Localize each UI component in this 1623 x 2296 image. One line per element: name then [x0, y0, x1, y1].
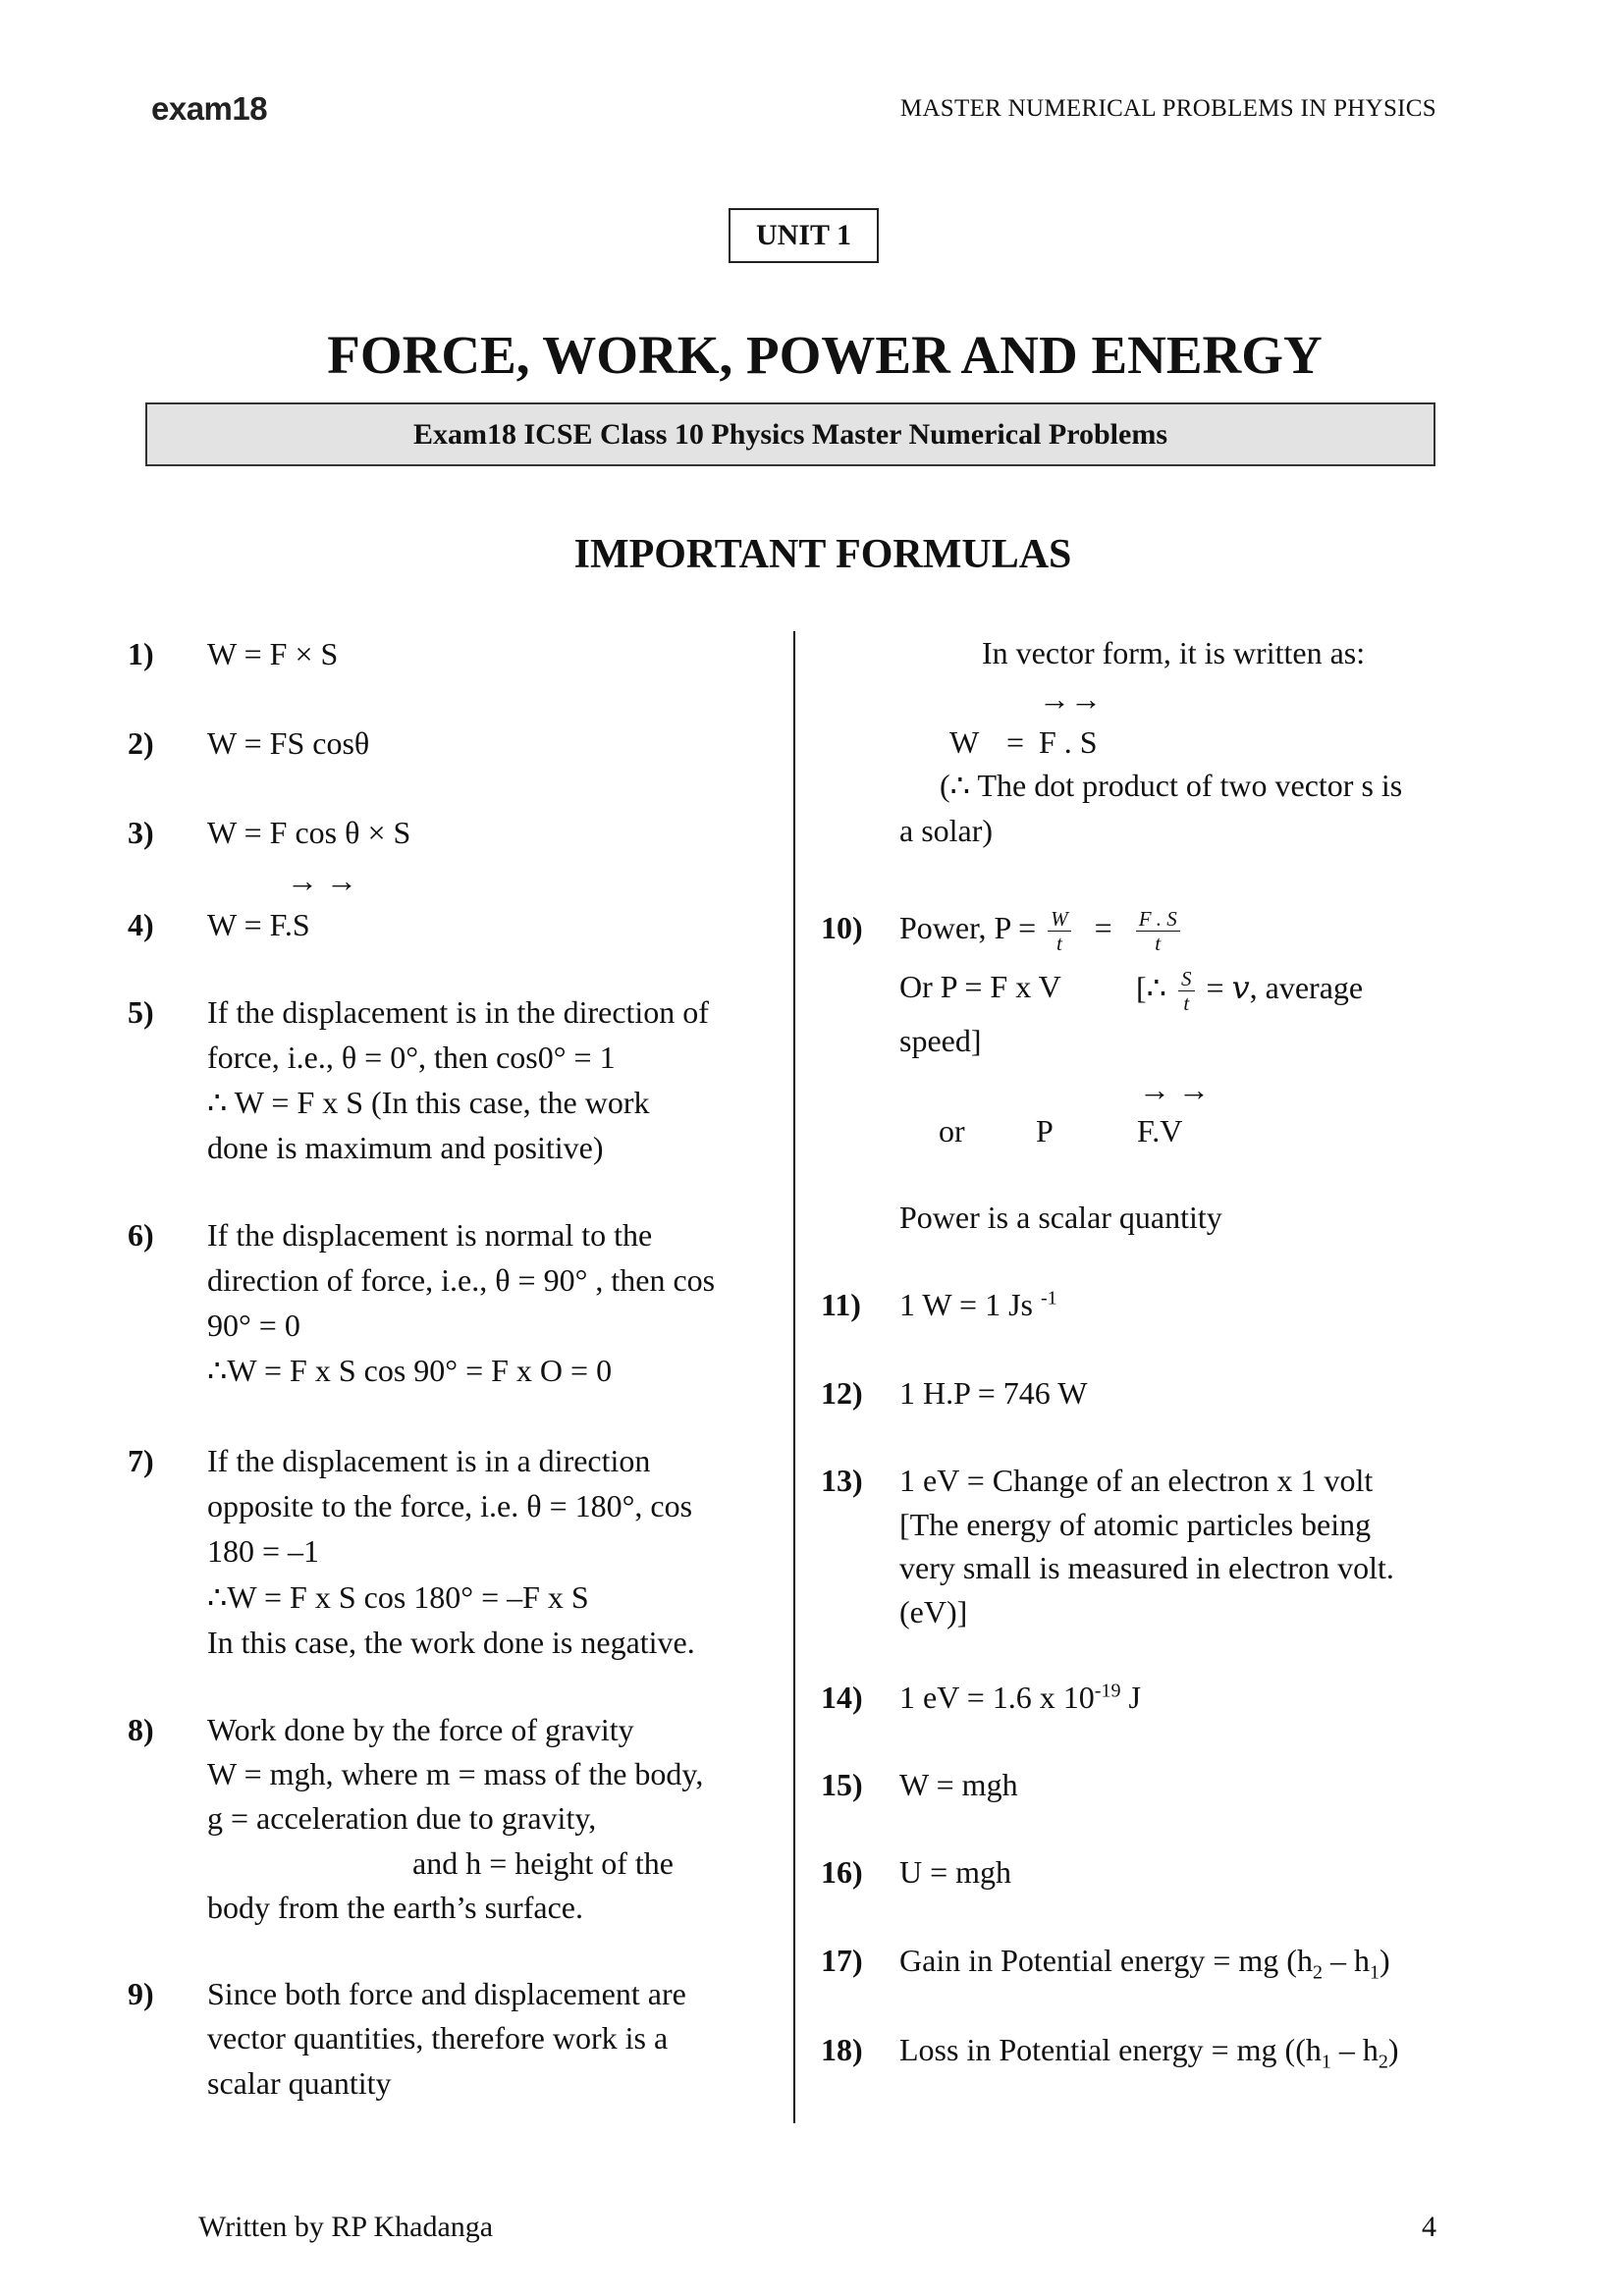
- formula-18: Loss in Potential energy = mg ($(h_1 - h_2)$: [899, 2032, 1399, 2073]
- vector-note: (∴ The dot product of two vector s is: [940, 768, 1403, 803]
- formula-7-line: opposite to the force, i.e. θ = 180°, cos: [207, 1488, 693, 1523]
- formula-14: 1 eV = 1.6 x $10^{-19}$ J: [899, 1680, 1141, 1715]
- item-number: 4): [128, 907, 154, 942]
- column-divider: [793, 631, 795, 2123]
- item-number: 13): [821, 1463, 863, 1498]
- formula-7-line: If the displacement is in a direction: [207, 1443, 651, 1478]
- section-heading: IMPORTANT FORMULAS: [573, 532, 1072, 577]
- item-number: 15): [821, 1767, 863, 1802]
- formula-13-line: [The energy of atomic particles being: [899, 1507, 1372, 1542]
- item-number: 18): [821, 2032, 863, 2067]
- power-symbol: P: [1036, 1113, 1054, 1148]
- page-number: 4: [1422, 2211, 1436, 2243]
- formula-11: 1 W = 1 Js $^{-1}$: [899, 1287, 1057, 1322]
- formula-8-line: g = acceleration due to gravity,: [207, 1800, 597, 1836]
- item-number: 9): [128, 1976, 154, 2011]
- formula-8-line: Work done by the force of gravity: [207, 1712, 634, 1747]
- vector-eq-sign: =: [1006, 724, 1025, 760]
- average-speed-note: [∴ $\frac{S}{t}$ = 𝑣, average: [1136, 967, 1364, 1016]
- item-number: 14): [821, 1680, 863, 1715]
- formula-1: W = F × S: [207, 636, 339, 671]
- item-number: 1): [128, 636, 154, 671]
- item-number: 17): [821, 1943, 863, 1978]
- formula-4: W = F.S: [207, 907, 310, 942]
- formula-5-line: force, i.e., θ = 0°, then cos0° = 1: [207, 1040, 616, 1075]
- page-title: FORCE, WORK, POWER AND ENERGY: [327, 325, 1323, 385]
- item-number: 5): [128, 994, 154, 1030]
- formula-8-line: and h = height of the: [412, 1845, 674, 1881]
- formula-5-line: ∴ W = F x S (In this case, the work: [207, 1085, 650, 1120]
- formula-6-line: If the displacement is normal to the: [207, 1217, 653, 1253]
- formula-13-line: 1 eV = Change of an electron x 1 volt: [899, 1463, 1374, 1498]
- item-number: 10): [821, 910, 863, 945]
- formula-5-line: If the displacement is in the direction of: [207, 994, 709, 1030]
- vector-arrows: → →: [1139, 1072, 1210, 1107]
- power-formula: Power, P = $\frac{W}{t}$ = $\frac{F . S}{t}$: [899, 898, 1184, 957]
- formula-7-line: ∴W = F x S cos 180° = –F x S: [207, 1579, 589, 1615]
- formula-6-line: direction of force, i.e., θ = 90° , then cos: [207, 1262, 716, 1298]
- item-number: 2): [128, 725, 154, 761]
- fraction: $\frac{W}{t}$: [1048, 907, 1071, 955]
- fraction: $\frac{F . S}{t}$: [1136, 907, 1180, 955]
- formula-13-line: very small is measured in electron volt.: [899, 1550, 1394, 1585]
- formula-16: U = mgh: [899, 1854, 1012, 1890]
- scalar-note: Power is a scalar quantity: [899, 1200, 1222, 1235]
- item-number: 12): [821, 1375, 863, 1411]
- item-number: 16): [821, 1854, 863, 1890]
- formula-2: W = FS cosθ: [207, 725, 370, 761]
- formula-8-line: W = mgh, where m = mass of the body,: [207, 1756, 704, 1791]
- formula-12: 1 H.P = 746 W: [899, 1375, 1088, 1411]
- item-number: 3): [128, 815, 154, 850]
- formula-6-line: 90° = 0: [207, 1308, 300, 1343]
- fraction: $\frac{S}{t}$: [1178, 967, 1195, 1015]
- formula-7-line: 180 = –1: [207, 1533, 320, 1569]
- formula-3: W = F cos θ × S: [207, 815, 411, 850]
- formula-15: W = mgh: [899, 1767, 1018, 1802]
- subtitle-banner: Exam18 ICSE Class 10 Physics Master Numerical Problems: [145, 402, 1435, 466]
- speed-word: speed]: [899, 1023, 982, 1058]
- vector-arrows: → →: [287, 863, 357, 898]
- formula-9-line: vector quantities, therefore work is a: [207, 2020, 669, 2056]
- formula-17: Gain in Potential energy = mg $(h_2 - h_1)$: [899, 1943, 1390, 1984]
- exam18-logo: exam18: [151, 90, 268, 127]
- item-number: 7): [128, 1443, 154, 1478]
- power-or-line: Or P = F x V: [899, 969, 1061, 1004]
- formula-5-line: done is maximum and positive): [207, 1130, 604, 1165]
- formula-8-line: body from the earth’s surface.: [207, 1890, 583, 1925]
- item-number: 6): [128, 1217, 154, 1253]
- item-number: 11): [821, 1287, 861, 1322]
- vector-intro: In vector form, it is written as:: [982, 635, 1366, 670]
- vector-note: a solar): [899, 813, 994, 848]
- unit-label: UNIT 1: [729, 208, 879, 263]
- footer-author: Written by RP Khadanga: [198, 2211, 494, 2243]
- formula-7-line: In this case, the work done is negative.: [207, 1625, 695, 1660]
- vector-arrows: →→: [1039, 681, 1102, 717]
- formula-13-line: (eV)]: [899, 1594, 968, 1629]
- formula-6-line: ∴W = F x S cos 90° = F x O = 0: [207, 1353, 613, 1388]
- or-word: or: [939, 1113, 965, 1148]
- running-title: MASTER NUMERICAL PROBLEMS IN PHYSICS: [899, 95, 1436, 122]
- vector-eq-w: W: [949, 724, 980, 760]
- formula-9-line: scalar quantity: [207, 2065, 392, 2101]
- formula-9-line: Since both force and displacement are: [207, 1976, 686, 2011]
- vector-fv: F.V: [1137, 1113, 1183, 1148]
- item-number: 8): [128, 1712, 154, 1747]
- vector-eq-rhs: F . S: [1039, 724, 1098, 760]
